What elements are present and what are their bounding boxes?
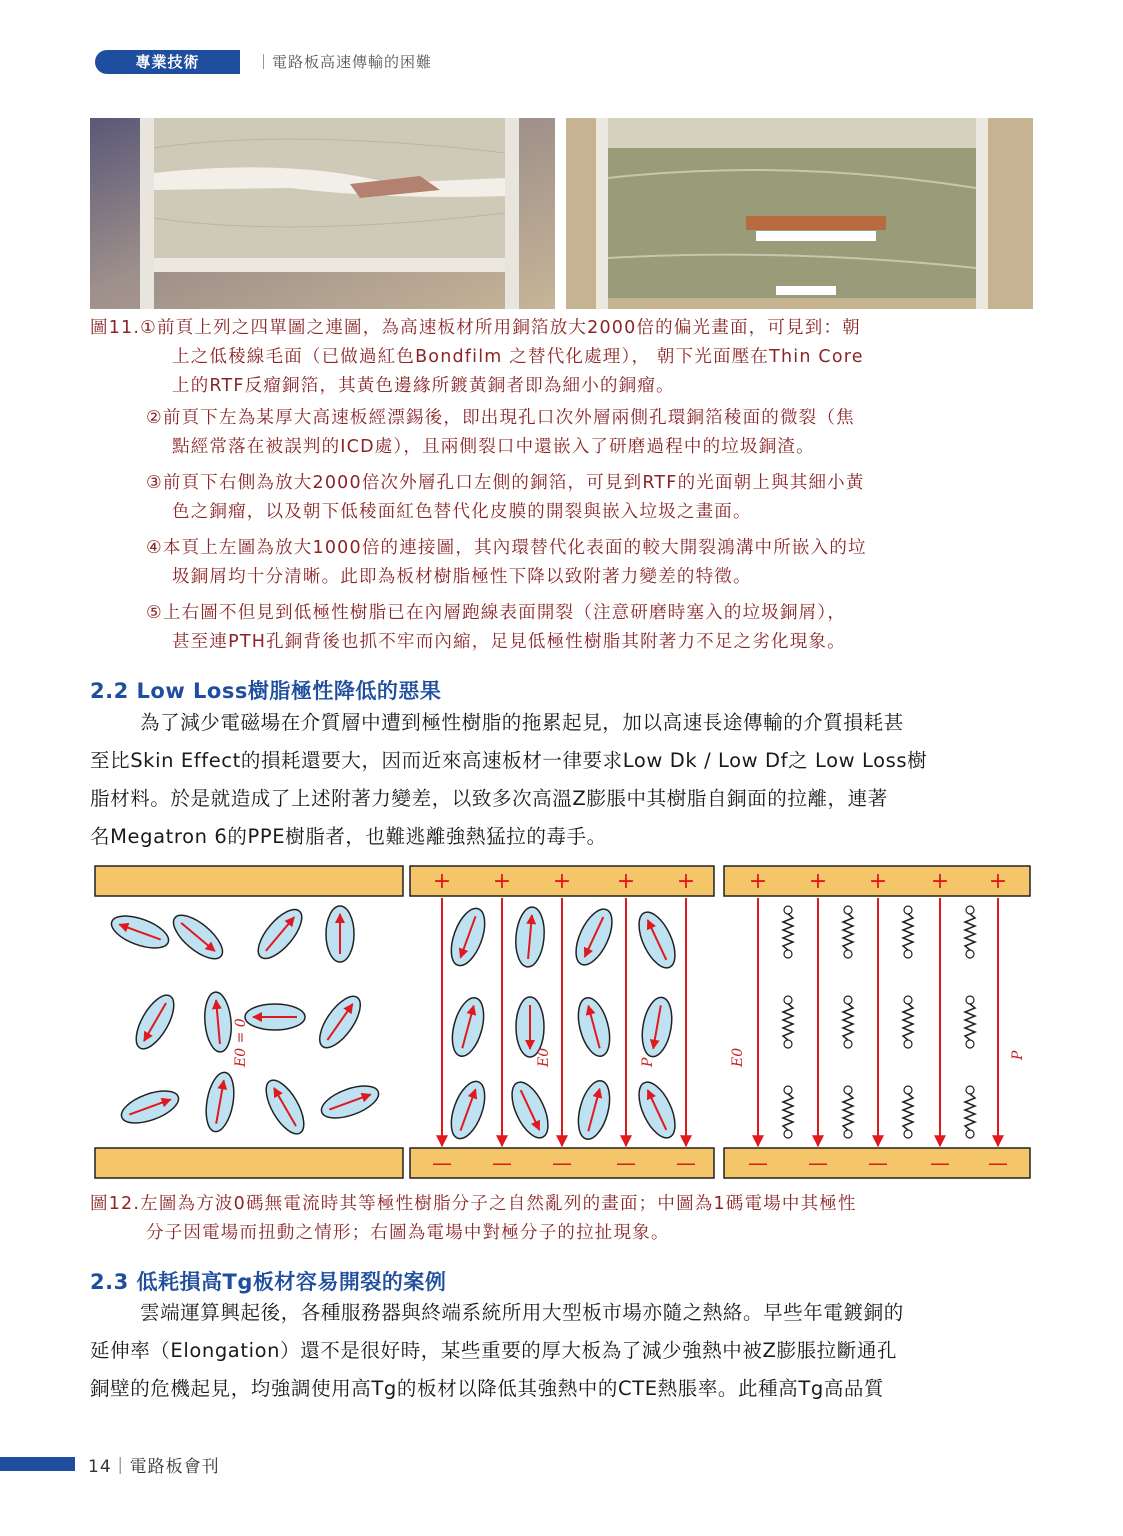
section-2-2-para-line3: 脂材料。於是就造成了上述附著力變差，以致多次高溫Z膨脹中其樹脂自銅面的拉離，連著 [90,787,888,810]
stretched-dipole-spring [965,996,975,1048]
polar-molecule [202,1070,238,1134]
fig11-item4-line1: ④本頁上左圖為放大1000倍的連接圖，其內環替代化表面的較大開裂鴻溝中所嵌入的垃 [146,538,867,558]
fig12-caption-line1: 圖12.左圖為方波0碼無電流時其等極性樹脂分子之自然亂列的畫面；中圖為1碼電場中其極性 [90,1194,857,1214]
stretched-dipole-spring [783,906,793,958]
polar-molecule [317,1080,382,1125]
section-badge: 專業技術 [95,50,240,74]
stretched-dipole-spring [903,906,913,958]
plus-sign: + [492,869,512,894]
polar-molecule [638,995,676,1059]
minus-sign: — [808,1151,828,1175]
micrograph-right [566,118,1033,309]
fig11-item2-line2: 點經常落在被誤判的ICD處），且兩側裂口中還嵌入了研磨過程中的垃圾銅渣。 [172,437,815,457]
stretched-dipole-spring [843,906,853,958]
stretched-dipole-spring [903,996,913,1048]
fig11-item4-line2: 圾銅屑均十分清晰。此即為板材樹脂極性下降以致附著力變差的特徵。 [172,567,752,587]
stretched-dipole-spring [965,906,975,958]
fig11-caption-line1: 圖11.①前頁上列之四單圖之連圖，為高速板材所用銅箔放大2000倍的偏光畫面，可見到：朝 [90,318,861,338]
plus-sign: + [868,869,888,894]
polar-molecule [167,908,230,966]
section-2-3-para-line1: 雲端運算興起後，各種服務器與終端系統所用大型板市場亦隨之熱絡。早些年電鍍銅的 [140,1301,904,1324]
plus-sign: + [808,869,828,894]
plus-sign: + [988,869,1008,894]
fig11-item5-line2: 甚至連PTH孔銅背後也抓不牢而內縮，足見低極性樹脂其附著力不足之劣化現象。 [172,632,846,652]
top-plate-left [95,866,403,896]
polar-molecule [202,991,233,1053]
stretched-dipole-spring [783,996,793,1048]
section-2-3-heading: 2.3 低耗損高Tg板材容易開裂的案例 [90,1270,447,1294]
page-number: 14 [88,1457,112,1477]
fig11-item5-line1: ⑤上右圖不但見到低極性樹脂已在內層跑線表面開裂（注意研磨時塞入的垃圾銅屑）， [146,603,847,623]
polar-molecule [445,1077,492,1143]
micrograph-left [90,118,555,309]
section-2-2-para-line4: 名Megatron 6的PPE樹脂者，也難逃離強熱猛拉的毒手。 [90,825,607,848]
section-2-2-heading: 2.2 Low Loss樹脂極性降低的惡果 [90,679,442,703]
footer [88,1452,220,1477]
polar-molecule [326,906,354,962]
minus-sign: — [988,1151,1008,1175]
e0-label-right: E0 [730,1047,746,1067]
polar-molecule [445,904,492,970]
polar-molecule [259,1075,312,1140]
fig11-item3-line1: ③前頁下右側為放大2000倍次外層孔口左側的銅箔，可見到RTF的光面朝上與其細小黃 [146,473,865,493]
plus-sign: + [748,869,768,894]
p-label-right: P [1010,1050,1026,1060]
plus-sign: + [552,869,572,894]
polar-molecule [129,990,182,1055]
polar-molecule [573,1077,616,1142]
polar-molecule [513,906,546,968]
fig11-caption-line3: 上的RTF反瘤銅箔，其黃色邊緣所鍍黃銅者即為細小的銅瘤。 [172,376,675,396]
polar-molecule [632,1077,683,1143]
polar-molecule [505,1077,556,1143]
stretched-dipole-spring [783,1086,793,1138]
polar-molecule [251,903,309,966]
minus-sign: — [676,1151,696,1175]
bottom-plate-left [95,1148,403,1178]
e0-zero-label: E0 = 0 [233,1018,249,1067]
polar-molecule [245,1004,305,1030]
plus-sign: + [676,869,696,894]
e0-label-middle: E0 [536,1047,552,1067]
polar-molecule [107,910,172,955]
plus-sign: + [432,869,452,894]
section-2-2-para-line1: 為了減少電磁場在介質層中遭到極性樹脂的拖累起見，加以高速長途傳輸的介質損耗甚 [140,711,904,734]
section-2-2-para-line2: 至比Skin Effect的損耗還要大，因而近來高速板材一律要求Low Dk / Low Df之 Low Loss樹 [90,749,928,772]
minus-sign: — [748,1151,768,1175]
polar-molecule [569,904,620,970]
journal-title: 電路板會刊 [129,1457,220,1477]
minus-sign: — [616,1151,636,1175]
footer-separator: ｜ [111,1457,130,1477]
plus-sign: + [616,869,636,894]
stretched-dipole-spring [843,996,853,1048]
section-2-3-para-line2: 延伸率（Elongation）還不是很好時，某些重要的厚大板為了減少強熱中被Z膨脹拉斷通孔 [90,1339,898,1362]
footer-bar [0,1457,75,1471]
fig11-item2-line1: ②前頁下左為某厚大高速板經漂錫後，即出現孔口次外層兩側孔環銅箔稜面的微裂（焦 [146,408,855,428]
stretched-dipole-spring [843,1086,853,1138]
stretched-dipole-spring [965,1086,975,1138]
stretched-dipole-spring [903,1086,913,1138]
running-title: ｜電路板高速傳輸的困難 [256,53,433,71]
fig11-item3-line2: 色之銅瘤，以及朝下低稜面紅色替代化皮膜的開裂與嵌入垃圾之畫面。 [172,502,752,522]
minus-sign: — [492,1151,512,1175]
fig11-caption-line2: 上之低稜線毛面（已做過紅色Bondfilm 之替代化處理）， 朝下光面壓在Thin Core [172,347,864,367]
polar-resin-diagram [90,862,1035,1182]
fig12-caption-line2: 分子因電場而扭動之情形；右圖為電場中對極分子的拉扯現象。 [146,1223,670,1243]
plus-sign: + [930,869,950,894]
section-2-3-para-line3: 銅壁的危機起見，均強調使用高Tg的板材以降低其強熱中的CTE熱脹率。此種高Tg高品質 [90,1377,885,1400]
polar-molecule [447,994,490,1059]
polar-molecule [632,907,683,973]
polar-molecule [573,994,616,1059]
minus-sign: — [868,1151,888,1175]
minus-sign: — [930,1151,950,1175]
minus-sign: — [432,1151,452,1175]
polar-molecule [117,1085,182,1130]
minus-sign: — [552,1151,572,1175]
polar-molecule [312,990,368,1054]
p-label-middle: P [640,1057,656,1067]
